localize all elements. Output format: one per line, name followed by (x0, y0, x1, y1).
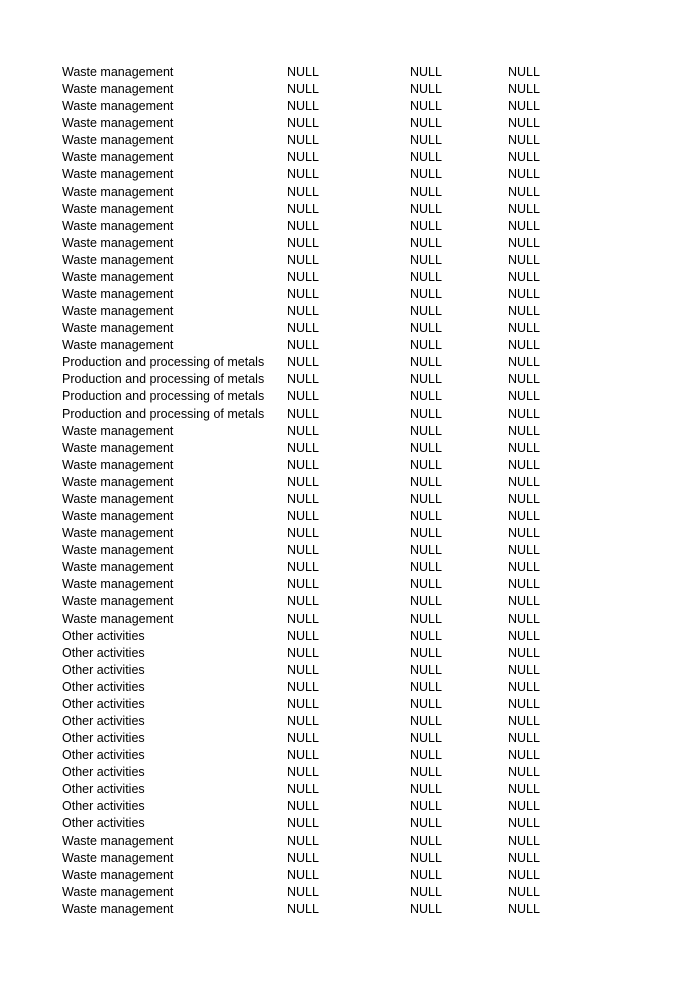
value-cell-3: NULL (508, 782, 540, 797)
value-cell-3: NULL (508, 526, 540, 541)
value-cell-3: NULL (508, 116, 540, 131)
table-row (62, 901, 622, 918)
value-cell-2: NULL (410, 628, 442, 643)
activity-cell: Waste management (62, 577, 174, 592)
value-cell-1: NULL (287, 560, 319, 575)
activity-cell: Waste management (62, 218, 174, 233)
value-cell-1: NULL (287, 252, 319, 267)
value-cell-3: NULL (508, 406, 540, 421)
value-cell-1: NULL (287, 372, 319, 387)
activity-cell: Other activities (62, 748, 145, 763)
value-cell-3: NULL (508, 235, 540, 250)
table-row (62, 354, 622, 371)
data-table (62, 64, 622, 918)
value-cell-1: NULL (287, 662, 319, 677)
table-row (62, 303, 622, 320)
value-cell-1: NULL (287, 765, 319, 780)
table-row (62, 696, 622, 713)
value-cell-3: NULL (508, 133, 540, 148)
value-cell-2: NULL (410, 782, 442, 797)
activity-cell: Waste management (62, 594, 174, 609)
value-cell-2: NULL (410, 338, 442, 353)
value-cell-3: NULL (508, 184, 540, 199)
value-cell-1: NULL (287, 423, 319, 438)
value-cell-1: NULL (287, 867, 319, 882)
table-row (62, 474, 622, 491)
table-row (62, 713, 622, 730)
activity-cell: Waste management (62, 338, 174, 353)
value-cell-2: NULL (410, 901, 442, 916)
activity-cell: Waste management (62, 304, 174, 319)
value-cell-3: NULL (508, 748, 540, 763)
activity-cell: Waste management (62, 116, 174, 131)
activity-cell: Production and processing of metals (62, 372, 265, 387)
table-row (62, 286, 622, 303)
activity-cell: Waste management (62, 133, 174, 148)
value-cell-1: NULL (287, 491, 319, 506)
value-cell-3: NULL (508, 440, 540, 455)
activity-cell: Other activities (62, 731, 145, 746)
table-row (62, 64, 622, 81)
value-cell-2: NULL (410, 116, 442, 131)
value-cell-2: NULL (410, 560, 442, 575)
table-row (62, 747, 622, 764)
activity-cell: Waste management (62, 321, 174, 336)
value-cell-2: NULL (410, 816, 442, 831)
activity-cell: Other activities (62, 713, 145, 728)
table-row (62, 491, 622, 508)
value-cell-3: NULL (508, 99, 540, 114)
value-cell-2: NULL (410, 65, 442, 79)
activity-cell: Waste management (62, 560, 174, 575)
value-cell-3: NULL (508, 389, 540, 404)
value-cell-1: NULL (287, 201, 319, 216)
table-row (62, 457, 622, 474)
value-cell-2: NULL (410, 884, 442, 899)
value-cell-1: NULL (287, 150, 319, 165)
value-cell-2: NULL (410, 850, 442, 865)
value-cell-2: NULL (410, 799, 442, 814)
value-cell-3: NULL (508, 560, 540, 575)
value-cell-2: NULL (410, 133, 442, 148)
activity-cell: Other activities (62, 628, 145, 643)
activity-cell: Waste management (62, 491, 174, 506)
value-cell-2: NULL (410, 696, 442, 711)
table-row (62, 679, 622, 696)
value-cell-2: NULL (410, 679, 442, 694)
activity-cell: Other activities (62, 799, 145, 814)
value-cell-2: NULL (410, 543, 442, 558)
value-cell-1: NULL (287, 543, 319, 558)
value-cell-2: NULL (410, 645, 442, 660)
value-cell-2: NULL (410, 252, 442, 267)
value-cell-1: NULL (287, 116, 319, 131)
table-row (62, 542, 622, 559)
activity-cell: Waste management (62, 235, 174, 250)
activity-cell: Waste management (62, 901, 174, 916)
value-cell-1: NULL (287, 321, 319, 336)
value-cell-2: NULL (410, 474, 442, 489)
table-row (62, 252, 622, 269)
value-cell-1: NULL (287, 679, 319, 694)
value-cell-1: NULL (287, 65, 319, 79)
activity-cell: Waste management (62, 184, 174, 199)
value-cell-2: NULL (410, 201, 442, 216)
value-cell-2: NULL (410, 491, 442, 506)
table-row (62, 388, 622, 405)
value-cell-1: NULL (287, 850, 319, 865)
value-cell-1: NULL (287, 167, 319, 182)
value-cell-3: NULL (508, 662, 540, 677)
value-cell-3: NULL (508, 867, 540, 882)
table-row (62, 423, 622, 440)
table-row (62, 166, 622, 183)
value-cell-2: NULL (410, 713, 442, 728)
table-row (62, 98, 622, 115)
value-cell-1: NULL (287, 304, 319, 319)
value-cell-2: NULL (410, 287, 442, 302)
value-cell-2: NULL (410, 355, 442, 370)
value-cell-1: NULL (287, 526, 319, 541)
activity-cell: Waste management (62, 611, 174, 626)
value-cell-1: NULL (287, 287, 319, 302)
table-row (62, 884, 622, 901)
value-cell-3: NULL (508, 372, 540, 387)
value-cell-1: NULL (287, 406, 319, 421)
table-row (62, 611, 622, 628)
value-cell-2: NULL (410, 509, 442, 524)
value-cell-3: NULL (508, 901, 540, 916)
value-cell-3: NULL (508, 696, 540, 711)
value-cell-3: NULL (508, 457, 540, 472)
value-cell-3: NULL (508, 474, 540, 489)
value-cell-2: NULL (410, 150, 442, 165)
activity-cell: Waste management (62, 850, 174, 865)
value-cell-1: NULL (287, 748, 319, 763)
activity-cell: Waste management (62, 252, 174, 267)
table-row (62, 184, 622, 201)
table-row (62, 508, 622, 525)
value-cell-1: NULL (287, 696, 319, 711)
table-row (62, 371, 622, 388)
value-cell-1: NULL (287, 628, 319, 643)
activity-cell: Waste management (62, 440, 174, 455)
value-cell-1: NULL (287, 816, 319, 831)
value-cell-3: NULL (508, 355, 540, 370)
value-cell-2: NULL (410, 304, 442, 319)
table-row (62, 440, 622, 457)
activity-cell: Other activities (62, 816, 145, 831)
value-cell-3: NULL (508, 628, 540, 643)
table-row (62, 764, 622, 781)
table-row (62, 781, 622, 798)
value-cell-1: NULL (287, 731, 319, 746)
value-cell-3: NULL (508, 833, 540, 848)
value-cell-3: NULL (508, 679, 540, 694)
table-row (62, 269, 622, 286)
value-cell-1: NULL (287, 440, 319, 455)
value-cell-1: NULL (287, 884, 319, 899)
value-cell-2: NULL (410, 765, 442, 780)
value-cell-3: NULL (508, 167, 540, 182)
value-cell-2: NULL (410, 594, 442, 609)
value-cell-1: NULL (287, 713, 319, 728)
activity-cell: Waste management (62, 150, 174, 165)
value-cell-2: NULL (410, 389, 442, 404)
value-cell-2: NULL (410, 731, 442, 746)
value-cell-3: NULL (508, 287, 540, 302)
activity-cell: Waste management (62, 201, 174, 216)
activity-cell: Waste management (62, 543, 174, 558)
value-cell-3: NULL (508, 765, 540, 780)
value-cell-2: NULL (410, 526, 442, 541)
value-cell-3: NULL (508, 491, 540, 506)
value-cell-3: NULL (508, 321, 540, 336)
activity-cell: Waste management (62, 833, 174, 848)
value-cell-2: NULL (410, 577, 442, 592)
activity-cell: Production and processing of metals (62, 389, 265, 404)
activity-cell: Other activities (62, 645, 145, 660)
value-cell-2: NULL (410, 235, 442, 250)
value-cell-3: NULL (508, 509, 540, 524)
activity-cell: Waste management (62, 474, 174, 489)
value-cell-1: NULL (287, 133, 319, 148)
table-row (62, 867, 622, 884)
activity-cell: Production and processing of metals (62, 406, 265, 421)
value-cell-1: NULL (287, 355, 319, 370)
value-cell-3: NULL (508, 65, 540, 79)
value-cell-3: NULL (508, 884, 540, 899)
value-cell-1: NULL (287, 474, 319, 489)
value-cell-1: NULL (287, 645, 319, 660)
table-row (62, 645, 622, 662)
value-cell-2: NULL (410, 269, 442, 284)
value-cell-2: NULL (410, 457, 442, 472)
value-cell-1: NULL (287, 799, 319, 814)
table-row (62, 201, 622, 218)
value-cell-3: NULL (508, 82, 540, 97)
activity-cell: Waste management (62, 884, 174, 899)
value-cell-1: NULL (287, 269, 319, 284)
value-cell-3: NULL (508, 338, 540, 353)
value-cell-3: NULL (508, 423, 540, 438)
value-cell-1: NULL (287, 509, 319, 524)
value-cell-2: NULL (410, 440, 442, 455)
activity-cell: Waste management (62, 867, 174, 882)
table-row (62, 218, 622, 235)
table-row (62, 593, 622, 610)
value-cell-2: NULL (410, 611, 442, 626)
value-cell-3: NULL (508, 645, 540, 660)
value-cell-3: NULL (508, 252, 540, 267)
value-cell-1: NULL (287, 782, 319, 797)
activity-cell: Waste management (62, 287, 174, 302)
value-cell-3: NULL (508, 201, 540, 216)
value-cell-3: NULL (508, 543, 540, 558)
activity-cell: Waste management (62, 526, 174, 541)
value-cell-1: NULL (287, 457, 319, 472)
value-cell-2: NULL (410, 406, 442, 421)
value-cell-1: NULL (287, 901, 319, 916)
value-cell-3: NULL (508, 713, 540, 728)
value-cell-3: NULL (508, 611, 540, 626)
activity-cell: Other activities (62, 782, 145, 797)
table-row (62, 320, 622, 337)
table-row (62, 815, 622, 832)
activity-cell: Waste management (62, 269, 174, 284)
table-row (62, 730, 622, 747)
activity-cell: Waste management (62, 65, 174, 79)
activity-cell: Other activities (62, 765, 145, 780)
value-cell-3: NULL (508, 269, 540, 284)
value-cell-1: NULL (287, 389, 319, 404)
table-row (62, 235, 622, 252)
value-cell-2: NULL (410, 167, 442, 182)
table-row (62, 576, 622, 593)
value-cell-3: NULL (508, 577, 540, 592)
activity-cell: Other activities (62, 679, 145, 694)
table-row (62, 115, 622, 132)
value-cell-2: NULL (410, 82, 442, 97)
value-cell-1: NULL (287, 833, 319, 848)
table-row (62, 559, 622, 576)
value-cell-3: NULL (508, 799, 540, 814)
activity-cell: Waste management (62, 99, 174, 114)
value-cell-1: NULL (287, 218, 319, 233)
activity-cell: Other activities (62, 696, 145, 711)
table-row (62, 525, 622, 542)
value-cell-2: NULL (410, 184, 442, 199)
value-cell-3: NULL (508, 218, 540, 233)
value-cell-1: NULL (287, 99, 319, 114)
value-cell-2: NULL (410, 662, 442, 677)
table-row (62, 798, 622, 815)
table-row (62, 337, 622, 354)
value-cell-1: NULL (287, 577, 319, 592)
value-cell-2: NULL (410, 748, 442, 763)
value-cell-2: NULL (410, 372, 442, 387)
value-cell-3: NULL (508, 150, 540, 165)
activity-cell: Waste management (62, 82, 174, 97)
value-cell-2: NULL (410, 833, 442, 848)
value-cell-1: NULL (287, 184, 319, 199)
table-row (62, 406, 622, 423)
value-cell-3: NULL (508, 816, 540, 831)
value-cell-2: NULL (410, 867, 442, 882)
table-row (62, 149, 622, 166)
table-row (62, 850, 622, 867)
value-cell-2: NULL (410, 218, 442, 233)
table-row (62, 662, 622, 679)
activity-cell: Waste management (62, 509, 174, 524)
value-cell-3: NULL (508, 731, 540, 746)
value-cell-1: NULL (287, 594, 319, 609)
value-cell-3: NULL (508, 304, 540, 319)
value-cell-3: NULL (508, 850, 540, 865)
activity-cell: Waste management (62, 457, 174, 472)
value-cell-2: NULL (410, 321, 442, 336)
value-cell-2: NULL (410, 423, 442, 438)
activity-cell: Production and processing of metals (62, 355, 265, 370)
value-cell-1: NULL (287, 235, 319, 250)
table-row (62, 132, 622, 149)
activity-cell: Other activities (62, 662, 145, 677)
activity-cell: Waste management (62, 423, 174, 438)
value-cell-3: NULL (508, 594, 540, 609)
activity-cell: Waste management (62, 167, 174, 182)
value-cell-1: NULL (287, 338, 319, 353)
table-row (62, 833, 622, 850)
value-cell-1: NULL (287, 611, 319, 626)
table-row (62, 628, 622, 645)
value-cell-2: NULL (410, 99, 442, 114)
value-cell-1: NULL (287, 82, 319, 97)
table-row (62, 81, 622, 98)
